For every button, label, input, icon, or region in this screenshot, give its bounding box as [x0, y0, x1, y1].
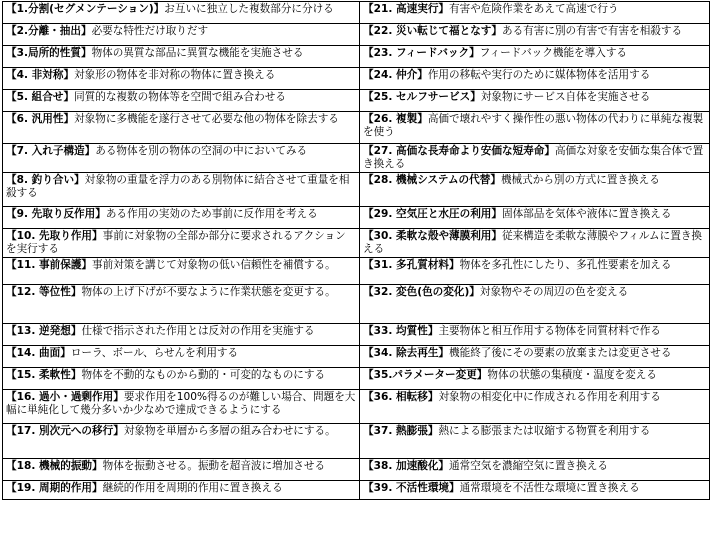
principle-description: 物体の上げ下げが不要なように作業状態を変更する。 — [81, 286, 336, 298]
principle-description: 対象物の重量を浮力のある別物体に結合させて重量を相殺する — [6, 174, 350, 199]
principle-description: 対象物に多機能を遂行させて必要な他の物体を除去する — [74, 113, 339, 125]
principle-description: 同質的な複数の物体等を空間で組み合わせる — [74, 91, 286, 103]
principle-cell-left — [3, 229, 360, 258]
table-row — [3, 481, 710, 500]
principle-description: お互いに独立した複数部分に分ける — [164, 3, 334, 15]
principle-description: 物体の異質な部品に異質な機能を実施させる — [91, 47, 304, 59]
principle-title: 【31. 多孔質材料】 — [363, 259, 460, 271]
principle-description: 事前に対象物の全部か部分に要求されるアクションを実行する — [6, 230, 346, 255]
principle-title: 【21. 高速実行】 — [363, 3, 450, 15]
principle-title: 【15. 柔軟性】 — [6, 369, 82, 381]
table-row — [3, 390, 710, 424]
principle-description: 物体を不動的なものから動的・可変的なものにする — [81, 369, 326, 381]
principle-cell-left — [3, 346, 360, 368]
principle-cell-left — [3, 390, 360, 424]
principle-title: 【9. 先取り反作用】 — [6, 208, 106, 220]
principle-description: 継続的作用を周期的作用に置き換える — [102, 482, 283, 494]
table-row — [3, 459, 710, 481]
principle-cell-right — [360, 144, 710, 173]
principle-cell-right — [360, 46, 710, 68]
principle-title: 【25. セルフサービス】 — [363, 91, 481, 103]
table-row — [3, 368, 710, 390]
principle-cell-left — [3, 324, 360, 346]
principle-title: 【8. 釣り合い】 — [6, 174, 85, 186]
principle-description: 対象物やその周辺の色を変える — [479, 286, 629, 298]
principle-title: 【22. 災い転じて福となす】 — [363, 25, 502, 37]
principle-cell-right — [360, 346, 710, 368]
principle-description: ある物体を別の物体の空洞の中においてみる — [95, 145, 308, 157]
principle-description: 機械式から別の方式に置き換える — [500, 174, 660, 186]
principle-cell-left — [3, 207, 360, 229]
principle-description: 従来構造を柔軟な薄膜やフィルムに置き換える — [363, 230, 703, 255]
principle-cell-right — [360, 2, 710, 24]
principle-title: 【27. 高価な長寿命より安価な短寿命】 — [363, 145, 555, 157]
principle-description: 通常環境を不活性な環境に置き換える — [459, 482, 640, 494]
principle-title: 【11. 事前保護】 — [6, 259, 93, 271]
table-row — [3, 424, 710, 459]
principle-title: 【5. 組合せ】 — [6, 91, 75, 103]
principle-cell-left — [3, 68, 360, 90]
table-row — [3, 68, 710, 90]
principle-cell-left — [3, 90, 360, 112]
table-row — [3, 324, 710, 346]
principle-cell-right — [360, 229, 710, 258]
table-row — [3, 173, 710, 207]
principle-cell-right — [360, 68, 710, 90]
principle-title: 【3.局所的性質】 — [6, 47, 92, 59]
principle-description: 物体を振動させる。振動を超音波に増加させる — [102, 460, 326, 472]
principle-title: 【10. 先取り作用】 — [6, 230, 103, 242]
principle-description: 事前対策を講じて対象物の低い信頼性を補償する。 — [92, 259, 336, 271]
principle-title: 【19. 周期的作用】 — [6, 482, 103, 494]
principle-description: 仕様で指示された作用とは反対の作用を実施する — [81, 325, 315, 337]
principle-description: 高価な対象を安価な集合体で置き換える — [363, 145, 704, 170]
principle-title: 【16. 過小・過剰作用】 — [6, 391, 124, 403]
principle-title: 【1.分割(セグメンテーション)】 — [6, 3, 165, 15]
principle-title: 【36. 相転移】 — [363, 391, 439, 403]
table-row — [3, 2, 710, 24]
principle-cell-left — [3, 2, 360, 24]
principle-description: 要求作用を100%得るのが難しい場合、問題を大幅に単純化して幾分多いか少なめで達成できるようにする — [6, 391, 356, 416]
principle-title: 【2.分離・抽出】 — [6, 25, 92, 37]
principle-title: 【37. 熱膨張】 — [363, 425, 439, 437]
principle-description: 有害や危険作業をあえて高速で行う — [449, 3, 619, 15]
table-row — [3, 229, 710, 258]
table-row — [3, 144, 710, 173]
principle-cell-right — [360, 112, 710, 144]
principle-description: ローラ、ボール、らせんを利用する — [70, 347, 239, 359]
principle-title: 【18. 機械的振動】 — [6, 460, 103, 472]
principle-cell-left — [3, 424, 360, 459]
principle-description: 主要物体と相互作用する物体を同質材料で作る — [438, 325, 661, 337]
principle-description: 通常空気を濃縮空気に置き換える — [449, 460, 608, 472]
principle-cell-right — [360, 459, 710, 481]
table-row — [3, 90, 710, 112]
principle-title: 【4. 非対称】 — [6, 69, 75, 81]
principle-cell-left — [3, 459, 360, 481]
principle-title: 【29. 空気圧と水圧の利用】 — [363, 208, 502, 220]
principle-cell-left — [3, 112, 360, 144]
principle-description: 高価で壊れやすく操作性の悪い物体の代わりに単純な複製を使う — [363, 113, 704, 138]
principle-description: 対象物の相変化中に作成される作用を利用する — [438, 391, 661, 403]
principle-title: 【14. 曲面】 — [6, 347, 71, 359]
principle-cell-right — [360, 207, 710, 229]
principle-cell-right — [360, 481, 710, 500]
principle-cell-left — [3, 173, 360, 207]
table-body — [3, 2, 710, 500]
principle-title: 【17. 別次元への移行】 — [6, 425, 124, 437]
principle-title: 【24. 仲介】 — [363, 69, 428, 81]
principle-title: 【39. 不活性環境】 — [363, 482, 460, 494]
principle-cell-right — [360, 424, 710, 459]
table-row — [3, 346, 710, 368]
principle-title: 【35.パラメーター変更】 — [363, 369, 488, 381]
principle-description: 物体を多孔性にしたり、多孔性要素を加える — [459, 259, 672, 271]
principle-description: 対象形の物体を非対称の物体に置き換える — [74, 69, 276, 81]
principle-title: 【33. 均質性】 — [363, 325, 439, 337]
principle-title: 【12. 等位性】 — [6, 286, 82, 298]
principle-cell-right — [360, 258, 710, 285]
principle-cell-right — [360, 324, 710, 346]
table-row — [3, 112, 710, 144]
table-row — [3, 207, 710, 229]
principle-title: 【38. 加速酸化】 — [363, 460, 450, 472]
principle-cell-left — [3, 481, 360, 500]
principle-cell-right — [360, 24, 710, 46]
principle-title: 【6. 汎用性】 — [6, 113, 75, 125]
principle-description: 機能終了後にその要素の放棄または変更させる — [449, 347, 672, 359]
principle-cell-right — [360, 390, 710, 424]
principle-description: 熱による膨張または収縮する物質を利用する — [438, 425, 651, 437]
principle-title: 【28. 機械システムの代替】 — [363, 174, 501, 186]
table-row — [3, 285, 710, 324]
principle-cell-right — [360, 90, 710, 112]
table-row — [3, 46, 710, 68]
principle-description: 対象物を単層から多層の組み合わせにする。 — [123, 425, 336, 437]
principle-title: 【13. 逆発想】 — [6, 325, 82, 337]
triz-principles-table — [2, 1, 710, 500]
principle-cell-left — [3, 24, 360, 46]
principle-title: 【7. 入れ子構造】 — [6, 145, 96, 157]
principle-cell-left — [3, 46, 360, 68]
principle-description: 必要な特性だけ取りだす — [91, 25, 209, 37]
principle-cell-left — [3, 368, 360, 390]
principle-title: 【34. 除去再生】 — [363, 347, 450, 359]
principle-title: 【30. 柔軟な殻や薄膜利用】 — [363, 230, 502, 242]
principle-title: 【23. フィードバック】 — [363, 47, 480, 59]
table-row — [3, 24, 710, 46]
principle-cell-left — [3, 258, 360, 285]
principle-title: 【32. 変色(色の変化)】 — [363, 286, 480, 298]
principle-description: ある有害に別の有害で有害を相殺する — [502, 25, 683, 37]
principle-title: 【26. 複製】 — [363, 113, 428, 125]
principle-cell-right — [360, 368, 710, 390]
principle-description: 物体の状態の集積度・温度を変える — [487, 369, 657, 381]
principle-description: 固体部品を気体や液体に置き換える — [502, 208, 672, 220]
principle-description: フィードバック機能を導入する — [479, 47, 628, 59]
principle-cell-left — [3, 285, 360, 324]
principle-cell-left — [3, 144, 360, 173]
principle-description: 作用の移転や実行のために媒体物体を活用する — [427, 69, 651, 81]
principle-description: ある作用の実効のため事前に反作用を考える — [105, 208, 318, 220]
principle-cell-right — [360, 285, 710, 324]
principle-cell-right — [360, 173, 710, 207]
table-row — [3, 258, 710, 285]
principle-description: 対象物にサービス自体を実施させる — [480, 91, 651, 103]
